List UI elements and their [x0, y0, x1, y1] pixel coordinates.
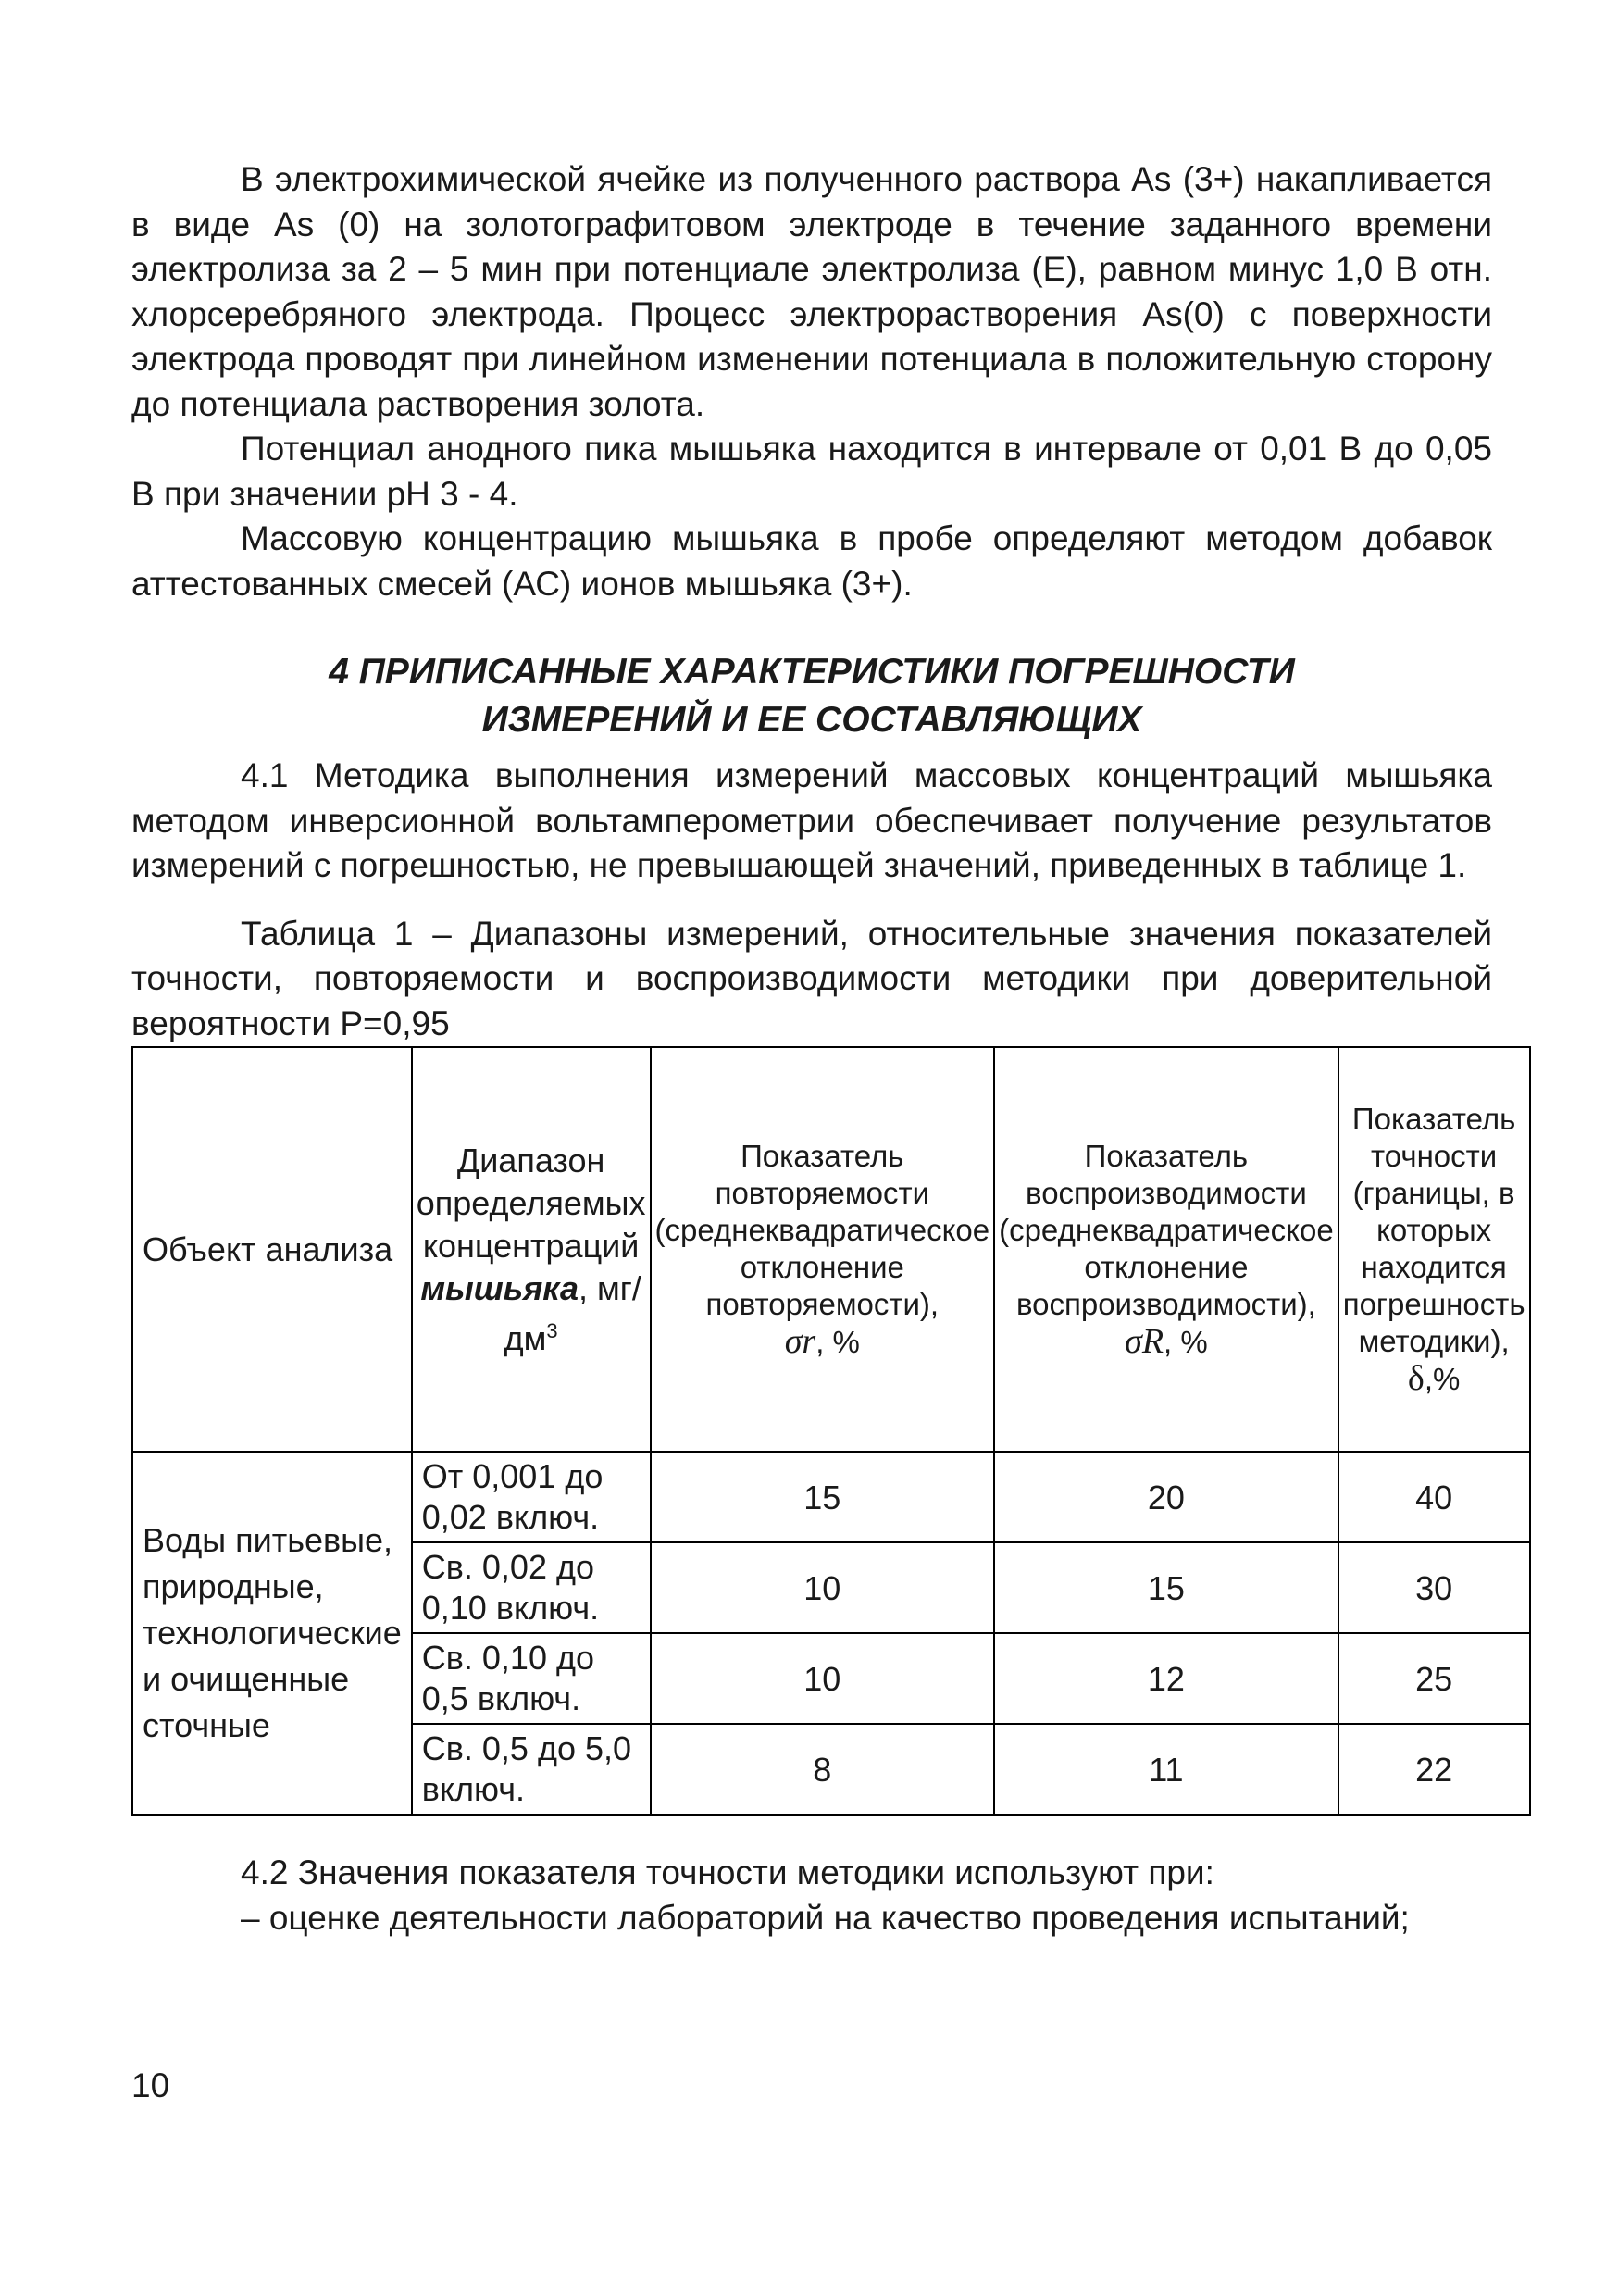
table-header-row: [132, 1047, 1530, 1452]
header-range: Диапазон определяемых концентраций мышьяка, $мг/дм^3$: [412, 1047, 651, 1452]
section-heading-line2: ИЗМЕРЕНИЙ И ЕЕ СОСТАВЛЯЮЩИХ: [481, 700, 1142, 740]
header-reproducibility: Показатель воспроизводимости (среднеквадратическое отклонение воспроизводимости), σR, %: [994, 1047, 1338, 1452]
header-accuracy: Показатель точности (границы, в которых находится погрешность методики), δ,%: [1338, 1047, 1530, 1452]
repeat-cell: 15: [651, 1452, 995, 1542]
reprod-cell: 11: [994, 1724, 1338, 1815]
range-cell: Св. 0,02 до 0,10 включ.: [412, 1542, 651, 1633]
reprod-cell: 12: [994, 1633, 1338, 1724]
page-number: 10: [131, 2066, 170, 2104]
section-heading-line1: 4 ПРИПИСАННЫЕ ХАРАКТЕРИСТИКИ ПОГРЕШНОСТИ: [329, 652, 1295, 692]
accuracy-cell: 30: [1338, 1542, 1530, 1633]
accuracy-cell: 22: [1338, 1724, 1530, 1815]
document-page: [131, 157, 1525, 1940]
object-cell: Воды питьевые, природные, технологические и очищенные сточные: [132, 1452, 412, 1815]
repeat-cell: 10: [651, 1542, 995, 1633]
paragraph-4-1: 4.1 Методика выполнения измерений массовых концентраций мышьяка методом инверсионной вольтамперометрии обеспечивает получение результатов измерений с погрешностью, не превышающей значений, приведенных в таблице 1.: [131, 756, 1492, 884]
accuracy-cell: 25: [1338, 1633, 1530, 1724]
header-object: Объект анализа: [132, 1047, 412, 1452]
paragraph-mass-concentration: Массовую концентрацию мышьяка в пробе определяют методом добавок аттестованных смесей (АС) ионов мышьяка (3+).: [131, 519, 1492, 603]
paragraph-anodic-peak: Потенциал анодного пика мышьяка находится в интервале от 0,01 В до 0,05 В при значении pH 3 - 4.: [131, 430, 1492, 513]
paragraph-electrolysis: В электрохимической ячейке из полученного раствора As (3+) накапливается в виде As (0) на золотографитовом электроде в течение заданного времени электролиза за 2 – 5 мин при потенциале электролиза (E), равном минус 1,0 В отн. хлорсеребряного электрода. Процесс электрорастворения As(0) с поверхности электрода проводят при линейном изменении потенциала в положительную сторону до потенциала растворения золота.: [131, 160, 1492, 423]
paragraph-4-2: 4.2 Значения показателя точности методики используют при:: [241, 1853, 1214, 1891]
range-cell: От 0,001 до 0,02 включ.: [412, 1452, 651, 1542]
paragraph-bullet: – оценке деятельности лабораторий на качество проведения испытаний;: [241, 1898, 1410, 1937]
header-repeatability: Показатель повторяемости (среднеквадратическое отклонение повторяемости), σr, %: [651, 1047, 995, 1452]
range-cell: Св. 0,5 до 5,0 включ.: [412, 1724, 651, 1815]
reprod-cell: 20: [994, 1452, 1338, 1542]
section-heading: [131, 648, 1492, 744]
repeat-cell: 8: [651, 1724, 995, 1815]
reprod-cell: 15: [994, 1542, 1338, 1633]
accuracy-table: [131, 1046, 1531, 1816]
table-row: [132, 1452, 1530, 1542]
accuracy-cell: 40: [1338, 1452, 1530, 1542]
range-cell: Св. 0,10 до 0,5 включ.: [412, 1633, 651, 1724]
repeat-cell: 10: [651, 1633, 995, 1724]
table-caption: Таблица 1 – Диапазоны измерений, относительные значения показателей точности, повторяемости и воспроизводимости методики при доверительной вероятности P=0,95: [131, 914, 1492, 1042]
